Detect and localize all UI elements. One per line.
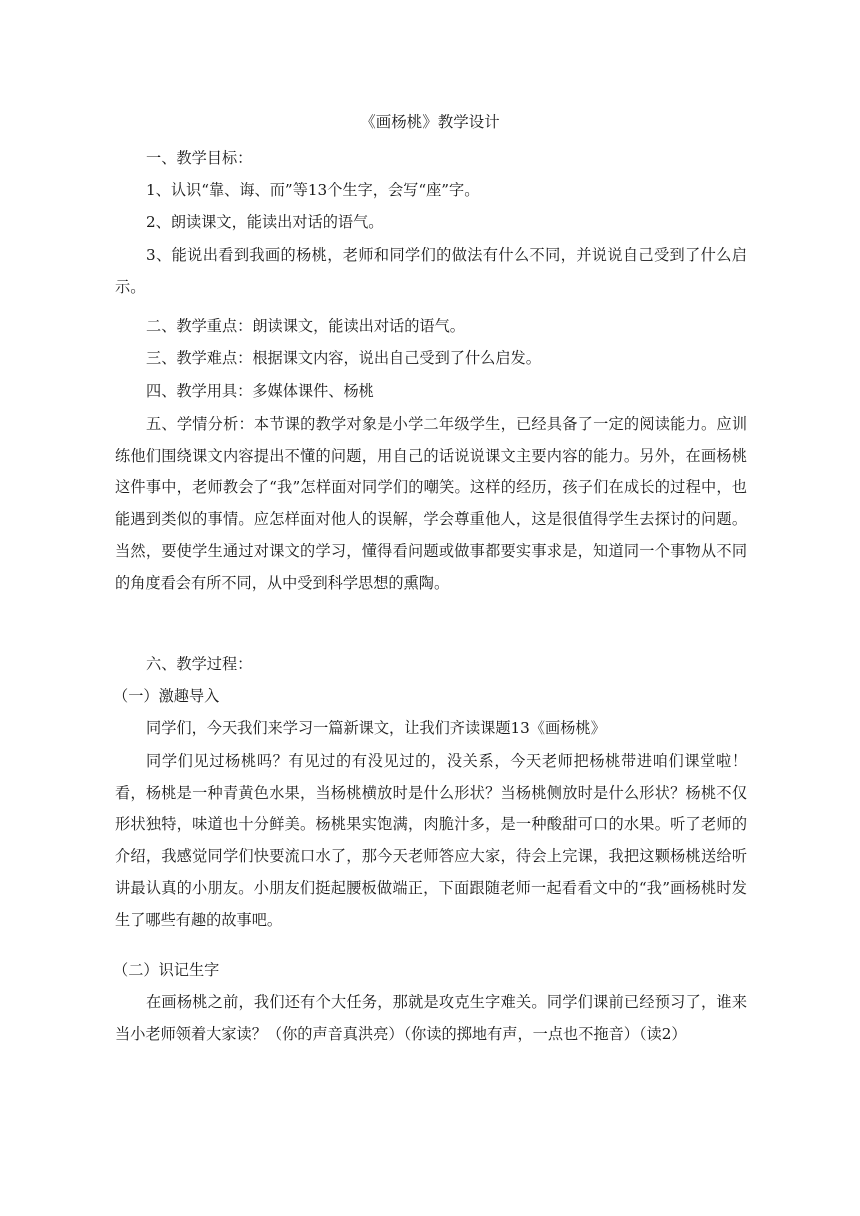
objectives-heading: 一、教学目标： (146, 149, 253, 167)
learning-analysis: 五、学情分析：本节课的教学对象是小学二年级学生，已经具备了一定的阅读能力。应训练他们围绕课文内容提出不懂的问题，用自己的话说说课文主要内容的能力。另外，在画杨桃这件事中，老师教会了“我”怎样面对同学们的嘲笑。这样的经历，孩子们在成长的过程中，也能遇到类似的事情。应怎样面对他人的误解，学会尊重他人，这是很值得学生去探讨的问题。当然，要使学生通过对课文的学习，懂得看问题或做事都要实事求是，知道同一个事物从不同的角度看会有所不同，从中受到科学思想的熏陶。 (115, 415, 747, 592)
objective-1: 1、认识“靠、诲、而”等13个生字，会写“座”字。 (146, 181, 480, 199)
objective-3: 3、能说出看到我画的杨桃，老师和同学们的做法有什么不同，并说说自己受到了什么启示。 (115, 246, 747, 296)
document-title: 《画杨桃》教学设计 (360, 113, 500, 131)
section2-heading: （二）识记生字 (113, 961, 220, 979)
section1-paragraph-2: 同学们见过杨桃吗？有见过的有没见过的，没关系，今天老师把杨桃带进咱们课堂啦！看，杨桃是一种青黄色水果，当杨桃横放时是什么形状？当杨桃侧放时是什么形状？杨桃不仅形状独特，味道也十分鲜美。杨桃果实饱满，肉脆汁多，是一种酸甜可口的水果。听了老师的介绍，我感觉同学们快要流口水了，那今天老师答应大家，待会上完课，我把这颗杨桃送给听讲最认真的小朋友。小朋友们挺起腰板做端正，下面跟随老师一起看看文中的“我”画杨桃时发生了哪些有趣的故事吧。 (115, 752, 747, 929)
section1-heading: （一）激趣导入 (113, 687, 220, 705)
teaching-tools: 四、教学用具：多媒体课件、杨桃 (146, 382, 374, 400)
section1-paragraph-1: 同学们，今天我们来学习一篇新课文，让我们齐读课题13《画杨桃》 (146, 719, 606, 737)
process-heading: 六、教学过程： (146, 655, 253, 673)
difficulty: 三、教学难点：根据课文内容，说出自己受到了什么启发。 (146, 349, 541, 367)
key-point: 二、教学重点：朗读课文，能读出对话的语气。 (146, 317, 465, 335)
objective-2: 2、朗读课文，能读出对话的语气。 (146, 213, 384, 231)
section2-paragraph-1: 在画杨桃之前，我们还有个大任务，那就是攻克生字难关。同学们课前已经预习了，谁来当小老师领着大家读？（你的声音真洪亮）（你读的掷地有声，一点也不拖音）（读2） (115, 993, 747, 1043)
